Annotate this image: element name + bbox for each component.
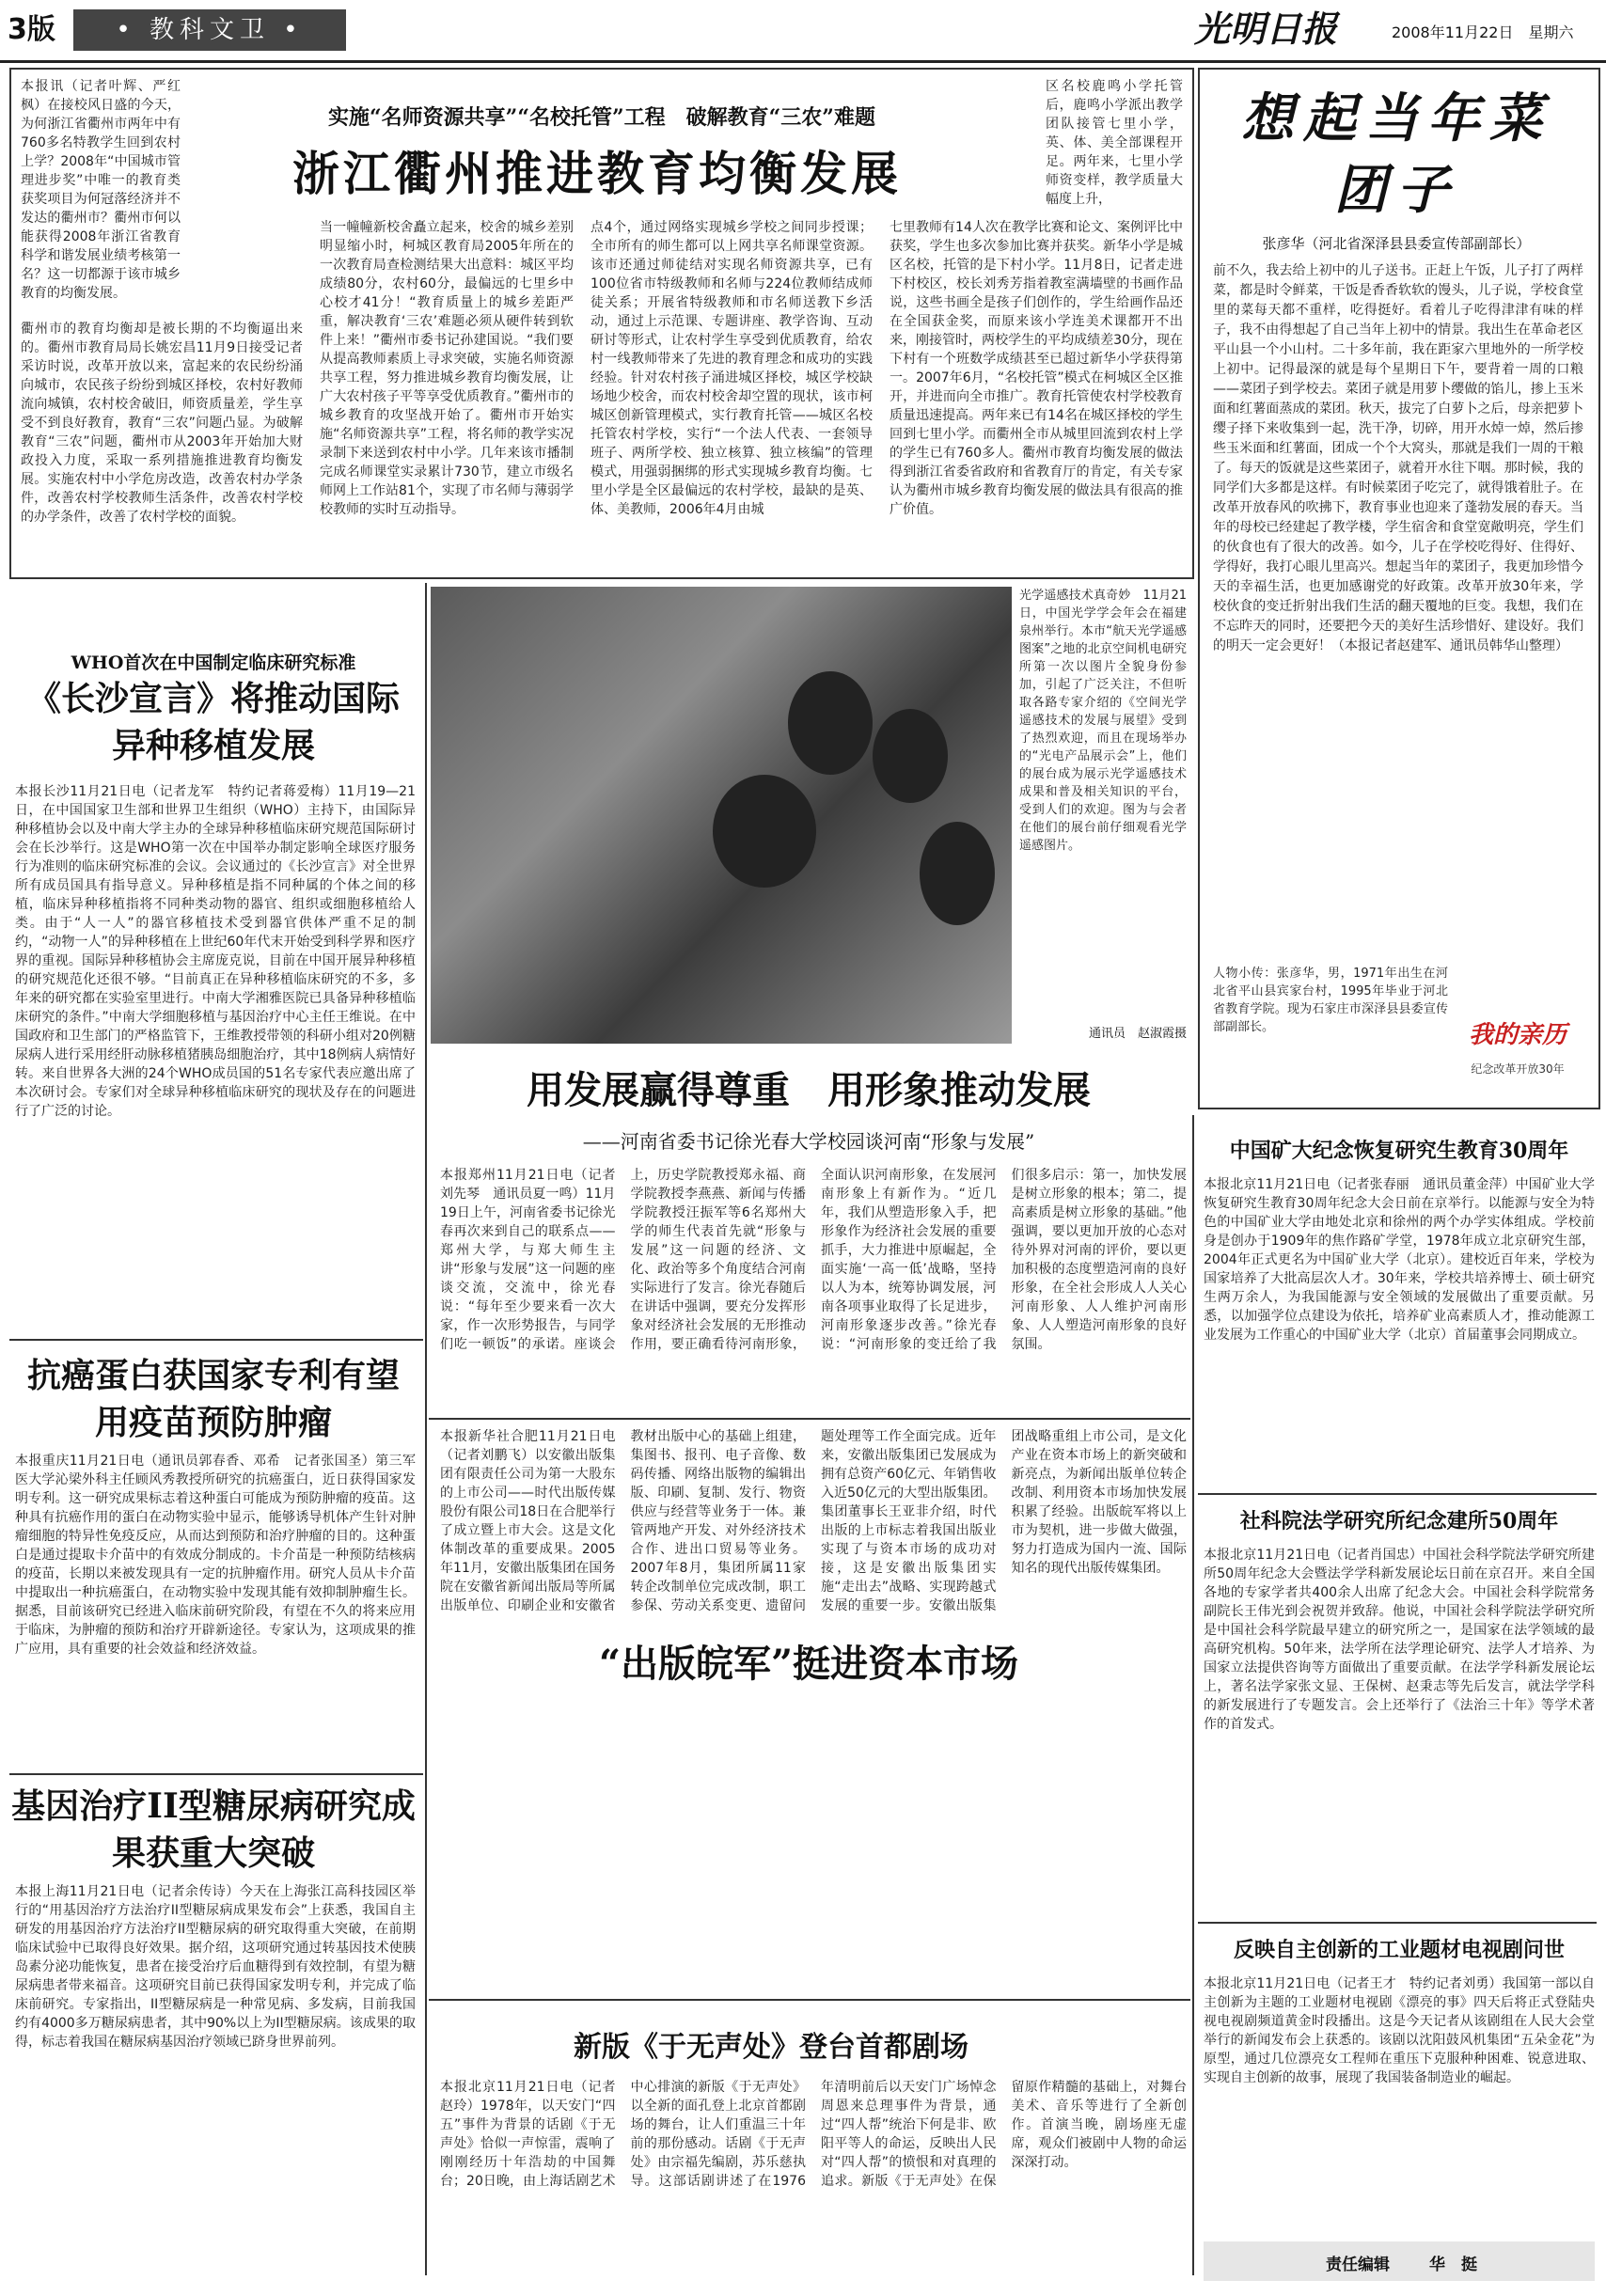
page-number: 3版 [8,13,55,46]
photo-credit: 通讯员 赵淑霞摄 [1088,1027,1187,1041]
cancer-title: 抗癌蛋白获国家专利有望用疫苗预防肿瘤 [26,1356,400,1442]
section-rule [9,1773,423,1775]
photo-figure [788,671,873,775]
theater-body: 本报北京11月21日电（记者赵玲）1978年，以天安门“四五”事件为背景的话剧《于无声处》恰似一声惊雷，震响了刚刚经历十年浩劫的中国舞台；20日晚，由上海话剧艺术中心排演的新版《于无声处》以全新的面孔登上北京首都剧场的舞台，让人们重温三十年前的那份感动。话剧《于无声处》由宗福先编剧，苏乐慈执导。这部话剧讲述了在1976年清明前后以天安门广场悼念周恩来总理事件为背景，通过“四人帮”统治下何是非、欧阳平等人的命运，反映出人民对“四人帮”的愤恨和对真理的追求。新版《于无声处》在保留原作精髓的基础上，对舞台美术、音乐等进行了全新创作。首演当晚，剧场座无虚席，观众们被剧中人物的命运深深打动。 [440,2080,1187,2189]
henan-subtitle: ——河南省委书记徐光春大学校园谈河南“形象与发展” [582,1130,1035,1153]
lead-col1: 衢州市的教育均衡却是被长期的不均衡逼出来的。衢州市教育局局长姚宏昌11月9日接受记者采访时说，改革开放以来，富起来的农民纷纷涌向城市，农民孩子纷纷到城区择校，农村好教师流向城镇，农村校舍破旧，师资质量差，学生享受不到良好教育，教育“三农”问题凸显。为破解教育“三农”问题，衢州市从2003年开始加大财政投入力度，采取一系列措施推进教育均衡发展。实施农村中小学危房改造，改善农村办学条件，改善农村学校教师生活条件，改善农村学校的办学条件，改善了农村学校的面貌。 [21,322,303,525]
editor-name: 华 挺 [1429,2256,1477,2274]
section-rule [1198,1922,1597,1924]
issue-date: 2008年11月22日 星期六 [1392,24,1574,41]
tv-body: 本报北京11月21日电（记者王才 特约记者刘勇）我国第一部以自主创新为主题的工业题材电视剧《漂亮的事》四天后将正式登陆央视电视剧频道黄金时段播出。这是今天记者从该剧组在人民大会堂举行的新闻发布会上获悉的。该剧以沈阳鼓风机集团“五朵金花”为原型，通过几位漂亮女工程师在重压下克服种种困难、锐意进取、实现自主创新的故事，展现了我国装备制造业的崛起。 [1204,1976,1595,2085]
publish-body: 本报新华社合肥11月21日电（记者刘鹏飞）以安徽出版集团有限责任公司为第一大股东的上市公司——时代出版传媒股份有限公司18日在合肥举行了成立暨上市大会。这是文化体制改革的重要成果。2005年11月，安徽出版集团在国务院在安徽省新闻出版局等所属出版单位、印刷企业和安徽省教材出版中心的基础上组建，集图书、报刊、电子音像、数码传播、网络出版物的编辑出版、印刷、复制、发行、物资供应与经营等业务于一体。兼管两地产开发、对外经济技术合作、进出口贸易等业务。2007年8月，集团所属11家转企改制单位完成改制，职工参保、劳动关系变更、遗留问题处理等工作全面完成。近年来，安徽出版集团已发展成为拥有总资产60亿元、年销售收入近50亿元的大型出版集团。集团董事长王亚非介绍，时代出版的上市标志着我国出版业实现了与资本市场的成功对接，这是安徽出版集团实施“走出去”战略、实现跨越式发展的重要一步。安徽出版集团战略重组上市公司，是文化产业在资本市场上的新突破和新亮点，为新闻出版单位转企改制、利用资本市场加快发展积累了经验。出版皖军将以上市为契机，进一步做大做强，努力打造成为国内一流、国际知名的现代出版传媒集团。 [440,1429,1187,1613]
law-title: 社科院法学研究所纪念建所50周年 [1239,1509,1559,1533]
mining-title: 中国矿大纪念恢复研究生教育30周年 [1229,1139,1569,1163]
editor-label: 责任编辑 [1326,2256,1390,2274]
section-rule [429,1418,1190,1420]
who-kicker: WHO首次在中国制定临床研究标准 [71,653,356,673]
lead-col5: 区名校鹿鸣小学托管后，鹿鸣小学派出教学团队接管七里小学，英、体、美全部课程开足。两年来，七里小学师资变样，教学质量大幅度上升， [1046,79,1183,207]
series-sub: 纪念改革开放30年 [1471,1062,1565,1076]
lead-kicker: 实施“名师资源共享”“名校托管”工程 破解教育“三农”难题 [328,105,875,130]
who-body: 本报长沙11月21日电（记者龙军 特约记者蒋爱梅）11月19—21日，在中国国家卫生部和世界卫生组织（WHO）主持下，由国际异种移植协会以及中南大学主办的全球异种移植临床研究规范国际研讨会在长沙举行。这是WHO第一次在中国举办制定影响全球医疗服务行为准则的临床研究标准的会议。会议通过的《长沙宣言》对全世界所有成员国具有指导意义。异种移植是指不同种属的个体之间的移植，临床异种移植指将不同种类动物的器官、组织或细胞移植给人类。由于“人一人”的器官移植技术受到器官供体严重不足的制约，“动物一人”的异种移植在上世纪60年代末开始受到科学界和医疗界的重视。国际异种移植协会主席庞克说，目前在中国开展异种移植的研究规范化还很不够。“目前真正在异种移植临床研究的不多，多年来的研究都在实验室里进行。中南大学湘雅医院已具备异种移植临床研究的条件。”中南大学细胞移植与基因治疗中心主任王维说。在中国政府和卫生部门的严格监管下，王维教授带领的科研小组对20例糖尿病人进行采用经肝动脉移植猪胰岛细胞治疗，其中18例病人病情好转。来自世界各大洲的24个WHO成员国的51名专家代表应邀出席了本次研讨会。专家们对全球异种移植临床研究的现状及存在的问题进行了广泛的讨论。 [15,784,416,1119]
essay-text: 前不久，我去给上初中的儿子送书。正赶上午饭，儿子打了两样菜，都是时令鲜菜，干饭是香香软软的馒头，儿子说，学校食堂里的菜每天都不重样，吃得挺好。看着儿子吃得津津有味的样子，我不由得想起了自己当年上初中的情景。我出生在革命老区平山县一个小山村。二十多年前，我在距家六里地外的一所学校上初中。记得最深的就是每个星期日下午，要背着一周的口粮——菜团子到学校去。菜团子就是用萝卜缨做的馅儿，掺上玉米面和红薯面蒸成的菜团。秋天，拔完了白萝卜之后，母亲把萝卜缨子择下来收集到一起，洗干净，切碎，用开水焯一焯，然后掺些玉米面和红薯面，团成一个个大窝头，那就是我们一周的干粮了。每天的饭就是这些菜团子，就着开水往下咽。那时候，我的同学们大多都是这样。有时候菜团子吃完了，就得饿着肚子。在改革开放春风的吹拂下，教育事业也迎来了蓬勃发展的春天。当年的母校已经建起了教学楼，学生宿舍和食堂宽敞明亮，学生们的伙食也有了很大的改善。如今，儿子在学校吃得好、住得好、学得好，我打心眼儿里高兴。想起当年的菜团子，我更加珍惜今天的幸福生活，也更加感谢党的好政策。改革开放30年来，学校伙食的变迁折射出我们生活的翻天覆地的巨变。我想，我们在不忘昨天的同时，还要把今天的美好生活珍惜好、建设好。我们的明天一定会更好！（本报记者赵建军、通讯员韩华山整理） [1213,263,1583,653]
photo-caption: 光学遥感技术真奇妙 11月21日，中国光学学会年会在福建泉州举行。本市“航天光学遥感图案”之地的北京空间机电研究所第一次以图片全貌身份参加，引起了广泛关注，不但听取各路专家介绍的《空间光学遥感技术的发展与展望》受到了热烈欢迎，而且在现场举办的“光电产品展示会”上，他们的展台成为展示光学遥感技术成果和普及相关知识的平台，受到人们的欢迎。图为与会者在他们的展台前仔细观看光学遥感图片。 [1019,589,1187,853]
essay-title: 想起当年菜团子 [1241,87,1551,221]
lead-col3: 点4个，通过网络实现城乡学校之间同步授课；全市所有的师生都可以上网共享名师课堂资源。该市还通过师徒结对实现名师资源共享，已有100位省市特级教师和名师与224位教师结成师徒关系；开展省特级教师和市名师送教下乡活动，通过上示范课、专题讲座、教学咨询、互动研讨等形式，让农村学生享受到优质教育，给农村一线教师带来了先进的教育理念和成功的实践经验。针对农村孩子涌进城区择校，城区学校缺场地少校舍，而农村校舍却空置的现状，该市柯城区创新管理模式，实行教育托管——城区名校托管农村学校，实行“一个法人代表、一套领导班子、两所学校、独立核算、独立核编”的管理模式，用强弱捆绑的形式实现城乡教育均衡。七里小学是全区最偏远的农村学校，最缺的是英、体、美教师，2006年4月由城 [590,220,873,517]
law-body: 本报北京11月21日电（记者肖国忠）中国社会科学院法学研究所建所50周年纪念大会暨法学学科新发展论坛日前在京召开。来自全国各地的专家学者共400余人出席了纪念大会。中国社会科学院常务副院长王伟光到会祝贺并致辞。他说，中国社会科学院法学研究所是中国社会科学院最早建立的研究所之一，是国家在法学领域的最高研究机构。50年来，法学所在法学理论研究、法学人才培养、为国家立法提供咨询等方面做出了重要贡献。在法学学科新发展论坛上，著名法学家张文显、王保树、赵秉志等先后发言，就法学学科的新发展进行了专题发言。会上还举行了《法治三十年》等学术著作的首发式。 [1204,1548,1595,1732]
news-photo [431,587,1012,1044]
publish-title: “出版皖军”挺进资本市场 [598,1642,1018,1686]
essay-byline: 张彦华（河北省深泽县县委宣传部副部长） [1262,235,1531,252]
diabetes-title: 基因治疗II型糖尿病研究成果获重大突破 [11,1786,416,1873]
newspaper-logo: 光明日报 [1194,8,1338,50]
lead-title: 浙江衢州推进教育均衡发展 [292,146,902,201]
diabetes-body: 本报上海11月21日电（记者余传诗）今天在上海张江高科技园区举行的“用基因治疗方法治疗II型糖尿病成果发布会”上获悉，我国自主研发的用基因治疗方法治疗II型糖尿病的研究取得重大突破，在前期临床试验中已取得良好效果。据介绍，这项研究通过转基因技术使胰岛素分泌功能恢复，患者在接受治疗后血糖得到有效控制，有望为糖尿病患者带来福音。这项研究目前已获得国家发明专利，并完成了临床前研究。专家指出，II型糖尿病是一种常见病、多发病，目前我国约有4000多万糖尿病患者，其中90%以上为II型糖尿病。该成果的取得，标志着我国在糖尿病基因治疗领域已跻身世界前列。 [15,1884,416,2050]
henan-body: 本报郑州11月21日电（记者刘先琴 通讯员夏一鸣）11月19日上午，河南省委书记徐光春再次来到自己的联系点——郑州大学，与郑大师生主讲“形象与发展”这一问题的座谈交流，交流中，徐光春说：“每年至少要来看一次大家，作一次形势报告，与同学们吃一顿饭”的承诺。座谈会上，历史学院教授郑永福、商学院教授李燕燕、新闻与传播学院教授汪振军等6名郑州大学的师生代表首先就“形象与发展”这一问题的经济、文化、政治等多个角度结合河南实际进行了发言。徐光春随后在讲话中强调，要充分发挥形象对经济社会发展的无形推动作用，要正确看待河南形象，全面认识河南形象，在发展河南形象上有新作为。“近几年，我们从塑造形象入手，把形象作为经济社会发展的重要抓手，大力推进中原崛起，全面实施‘一高一低’战略，坚持以人为本，统筹协调发展，河南各项事业取得了长足进步，河南形象逐步改善。”徐光春说：“河南形象的变迁给了我们很多启示：第一，加快发展是树立形象的根本；第二，提高素质是树立形象的基础。”他强调，要以更加开放的心态对待外界对河南的评价，要以更加积极的态度塑造河南的良好形象，在全社会形成人人关心河南形象、人人维护河南形象、人人塑造河南形象的良好氛围。 [440,1168,1187,1352]
mining-body: 本报北京11月21日电（记者张春丽 通讯员董金萍）中国矿业大学恢复研究生教育30周年纪念大会日前在京举行。以能源与安全为特色的中国矿业大学由地处北京和徐州的两个办学实体组成。学校前身是创办于1909年的焦作路矿学堂，1978年成立北京研究生部，2004年正式更名为中国矿业大学（北京）。建校近百年来，学校为国家培养了大批高层次人才。30年来，学校共培养博士、硕士研究生两万余人，为我国能源与安全领域的发展做出了重要贡献。另悉，以加强学位点建设为依托，培养矿业高素质人才，推动能源工业发展为工作重心的中国矿业大学（北京）首届董事会同期成立。 [1204,1177,1595,1343]
photo-figure [920,822,995,925]
tv-title: 反映自主创新的工业题材电视剧问世 [1233,1938,1565,1962]
section-rule [9,1339,423,1341]
series-label: 我的亲历 [1468,1021,1567,1049]
lead-intro: 本报讯（记者叶辉、严红枫）在接校风日盛的今天，为何浙江省衢州市两年中有760多名特教学生回到农村上学？2008年“中国城市管理进步奖”中唯一的教育类获奖项目为何冠落经济并不发达的衢州市？衢州市何以能获得2008年浙江省教育科学和谐发展业绩考核第一名？这一切都源于该市城乡教育的均衡发展。 [21,79,181,301]
henan-title: 用发展赢得尊重 用形象推动发展 [527,1068,1091,1112]
theater-title: 新版《于无声处》登台首都剧场 [574,2031,968,2064]
essay-author-note: 人物小传：张彦华，男，1971年出生在河北省平山县宾家台村，1995年毕业于河北省教育学院。现为石家庄市深泽县县委宣传部副部长。 [1213,967,1448,1034]
who-title: 《长沙宣言》将推动国际异种移植发展 [26,679,400,765]
photo-figure [873,709,948,803]
photo-figure [713,775,816,888]
lead-col2: 当一幢幢新校舍矗立起来，校舍的城乡差别明显缩小时，柯城区教育局2005年所在的一次教育局查检测结果大出意料：城区平均成绩80分，农村60分，最偏远的七里乡中心校才41分！“教育质量上的城乡差距严重，解决教育‘三农’难题必须从硬件转到软件上来！”衢州市委书记孙建国说。“我们要从提高教师素质上寻求突破，实施名师资源共享工程，努力推进城乡教育均衡发展，让广大农村孩子平等享受优质教育。”衢州市的城乡教育的攻坚战开始了。衢州市开始实施“名师资源共享”工程，将名师的教学实况录制下来送到农村中小学。几年来该市播制完成名师课堂实录累计730节，建立市级名师网上工作站81个，实现了市名师与薄弱学校教师的实时互动指导。 [320,220,574,517]
section-rule [1198,1493,1597,1495]
lead-col4: 七里教师有14人次在教学比赛和论文、案例评比中获奖，学生也多次参加比赛并获奖。新华小学是城区名校，托管的是下村小学。11月8日，记者走进下村校区，校长刘秀芳指着教室满墙壁的书画作品说，这些书画全是孩子们创作的，学生给画作品还在全国获金奖，而原来该小学连美术课都开不出来，刚接管时，两校学生的平均成绩差30分，现在下村有一个班数学成绩甚至已超过新华小学获得第一。2007年6月，“名校托管”模式在柯城区全区推开，并进而向全市推广。教育托管使农村学校教育质量迅速提高。两年来已有14名在城区择校的学生回到七里小学。而衢州全市从城里回流到农村上学的学生已有760多人。衢州市教育均衡发展的做法得到浙江省委省政府和省教育厅的肯定，有关专家认为衢州市城乡教育均衡发展的做法具有很高的推广价值。 [890,220,1183,517]
section-label: • 教科文卫 • [73,9,346,51]
cancer-body: 本报重庆11月21日电（通讯员郭春香、邓希 记者张国圣）第三军医大学沁梁外科主任顾风秀教授所研究的抗癌蛋白，近日获得国家发明专利。这一研究成果标志着这种蛋白可能成为预防肿瘤的疫苗。这种具有抗癌作用的蛋白在动物实验中显示，能够诱导机体产生针对肿瘤细胞的特异性免疫反应，从而达到预防和治疗肿瘤的目的。这种蛋白是通过提取卡介苗中的有效成分制成的。卡介苗是一种预防结核病的疫苗，长期以来被发现具有一定的抗肿瘤作用。研究人员从卡介苗中提取出一种抗癌蛋白，在动物实验中发现其能有效抑制肿瘤生长。据悉，目前该研究已经进入临床前研究阶段，有望在不久的将来应用于临床，为肿瘤的预防和治疗开辟新途径。专家认为，这项成果的推广应用，具有重要的社会效益和经济效益。 [15,1454,416,1657]
column-rule [1192,1115,1194,2275]
section-rule [429,1999,1190,2001]
column-rule [425,583,427,2275]
